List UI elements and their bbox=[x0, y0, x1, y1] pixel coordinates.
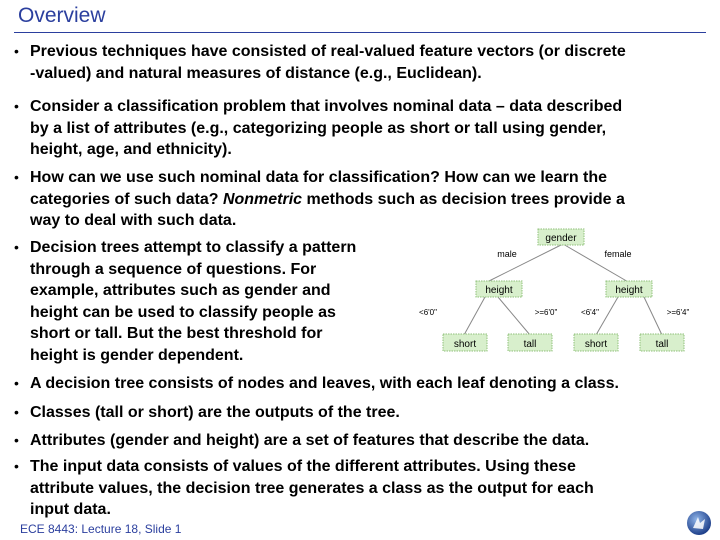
threshold-label: <6'0" bbox=[419, 308, 437, 317]
bullet-dot: • bbox=[14, 169, 19, 185]
bullet-dot: • bbox=[14, 458, 19, 474]
bullet-line: height, age, and ethnicity). bbox=[30, 141, 232, 158]
tree-node-height-left bbox=[476, 281, 522, 297]
bullet-line: Decision trees attempt to classify a pattern bbox=[30, 239, 357, 256]
emphasis-text: Nonmetric bbox=[222, 190, 303, 208]
branch-label-male: male bbox=[497, 249, 517, 259]
university-logo-icon bbox=[686, 510, 712, 536]
bullet-line: example, attributes such as gender and bbox=[30, 282, 331, 299]
tree-edge bbox=[644, 297, 662, 335]
tree-leaf-tall-2 bbox=[640, 334, 684, 351]
threshold-label: >=6'4" bbox=[666, 308, 690, 317]
bullet-line: A decision tree consists of nodes and leaves, with each leaf denoting a class. bbox=[30, 375, 619, 392]
leaf-label: short bbox=[453, 339, 477, 350]
bullet-line: height is gender dependent. bbox=[30, 346, 244, 364]
bullet-line: Attributes (gender and height) are a set of features that describe the data. bbox=[30, 432, 590, 449]
bullet-line: Classes (tall or short) are the outputs of the tree. bbox=[30, 404, 400, 421]
node-label: height bbox=[485, 285, 513, 296]
bullet-line: height can be used to classify people as bbox=[30, 303, 336, 321]
tree-leaf-short-1 bbox=[443, 334, 487, 351]
bullet-line: Previous techniques have consisted of real-valued feature vectors (or discrete bbox=[30, 43, 626, 60]
root-label: gender bbox=[545, 233, 577, 244]
bullet-item bbox=[14, 456, 594, 521]
bullet-text: methods such as decision trees provide a bbox=[306, 190, 625, 208]
bullet-item bbox=[14, 373, 619, 395]
decision-tree-diagram bbox=[400, 222, 710, 362]
bullet-line: input data. bbox=[30, 501, 111, 518]
bullet-dot: • bbox=[14, 239, 19, 255]
tree-edge bbox=[464, 297, 485, 335]
bullet-dot: • bbox=[14, 432, 19, 448]
bullet-line: attribute values, the decision tree generates a class as the output for each bbox=[30, 479, 594, 497]
bullet-line-mixed bbox=[30, 189, 625, 211]
tree-leaf-tall-1 bbox=[508, 334, 552, 351]
bullet-item bbox=[14, 96, 622, 161]
leaf-label: tall bbox=[655, 339, 669, 350]
bullet-line: How can we use such nominal data for classification? How can we learn the bbox=[30, 169, 608, 186]
leaf-label: short bbox=[584, 339, 608, 350]
bullet-line: through a sequence of questions. For bbox=[30, 260, 317, 278]
bullet-dot: • bbox=[14, 375, 19, 391]
node-label: height bbox=[615, 285, 643, 296]
bullet-item bbox=[14, 41, 626, 84]
tree-leaf-short-2 bbox=[574, 334, 618, 351]
bullet-line: The input data consists of values of the different attributes. Using these bbox=[30, 458, 576, 475]
bullet-line: by a list of attributes (e.g., categorizing people as short or tall using gender, bbox=[30, 119, 607, 137]
bullet-dot: • bbox=[14, 43, 19, 59]
tree-edge bbox=[596, 297, 618, 335]
bullet-text: categories of such data? bbox=[30, 190, 219, 208]
branch-label-female: female bbox=[604, 249, 632, 259]
leaf-label: tall bbox=[523, 339, 537, 350]
slide-title: Overview bbox=[18, 4, 106, 27]
bullet-item bbox=[14, 430, 589, 452]
bullet-dot: • bbox=[14, 98, 19, 114]
threshold-label: >=6'0" bbox=[534, 308, 558, 317]
bullet-item bbox=[14, 237, 356, 366]
bullet-line: Consider a classification problem that involves nominal data – data described bbox=[30, 98, 623, 115]
tree-node-height-right bbox=[606, 281, 652, 297]
threshold-label: <6'4" bbox=[581, 308, 599, 317]
bullet-line: way to deal with such data. bbox=[30, 212, 237, 229]
bullet-line: -valued) and natural measures of distance (e.g., Euclidean). bbox=[30, 64, 482, 82]
tree-edge bbox=[498, 297, 530, 335]
tree-root-node bbox=[538, 229, 584, 245]
bullet-item bbox=[14, 402, 400, 424]
bullet-line: short or tall. But the best threshold for bbox=[30, 325, 323, 342]
slide-footer: ECE 8443: Lecture 18, Slide 1 bbox=[20, 522, 182, 536]
bullet-dot: • bbox=[14, 404, 19, 420]
